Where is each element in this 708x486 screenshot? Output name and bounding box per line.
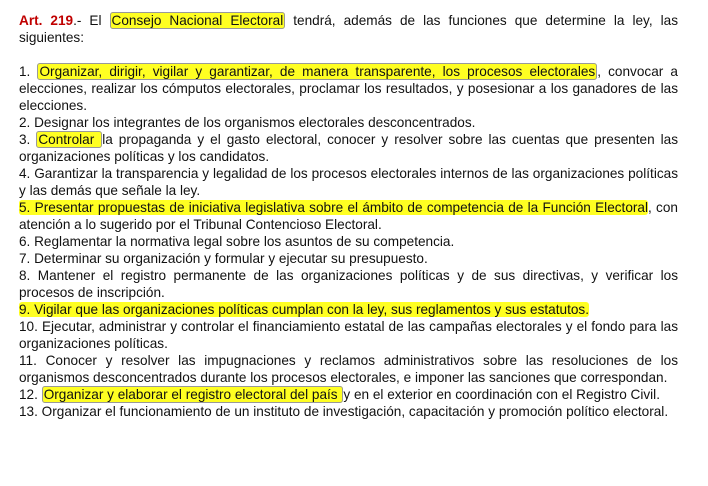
article-label: Art. 219 [19,13,74,28]
list-item-text: 2. Designar los integrantes de los organismos electorales desconcentrados. [19,115,476,130]
list-item-number: 1. [19,64,38,79]
list-item-highlight: Organizar, dirigir, vigilar y garantizar, de manera transparente, los procesos electorales [39,64,596,79]
list-item-text: y en el exterior en coordinación con el Registro Civil. [343,387,660,402]
list-item-6 [19,233,678,250]
list-item-10 [19,318,678,352]
list-item-text: 4. Garantizar la transparencia y legalidad de los procesos electorales internos de las organizaciones políticas y las demás que señale la ley. [19,166,678,198]
list-item-1 [19,63,678,114]
list-item-highlight: 5. Presentar propuestas de iniciativa legislativa sobre el ámbito de competencia de la Función Electoral [19,200,648,215]
list-item-4 [19,165,678,199]
list-item-text: 10. Ejecutar, administrar y controlar el financiamiento estatal de las campañas electorales y el fondo para las organizaciones políticas. [19,319,678,351]
list-item-text: , convocar a elecciones, realizar los cómputos electorales, proclamar los resultados, y posesionar a los ganadores de las elecciones. [19,64,678,113]
paragraph-gap [19,46,678,63]
list-item-5 [19,199,678,233]
list-item-text: 7. Determinar su organización y formular y ejecutar su presupuesto. [19,251,428,266]
article-intro-sep: .- El [73,13,110,28]
article-subject-highlight: Consejo Nacional Electoral [111,13,284,28]
list-item-12 [19,386,678,403]
list-item-2 [19,114,678,131]
list-item-text: 13. Organizar el funcionamiento de un instituto de investigación, capacitación y promoción político electoral. [19,404,669,419]
list-item-8 [19,267,678,301]
article-intro-rest: tendrá, además de las funciones que determine la ley, las siguientes: [19,13,678,45]
article-intro [19,12,678,46]
list-item-11 [19,352,678,386]
list-item-text: 6. Reglamentar la normativa legal sobre los asuntos de su competencia. [19,234,455,249]
list-item-number: 3. [19,132,37,147]
list-item-text: , con atención a lo sugerido por el Tribunal Contencioso Electoral. [19,200,678,232]
list-item-9 [19,301,678,318]
list-item-text: la propaganda y el gasto electoral, conocer y resolver sobre las cuentas que presenten las organizaciones políticas y los candidatos. [19,132,678,164]
list-item-text: 11. Conocer y resolver las impugnaciones y reclamos administrativos sobre las resoluciones de los organismos desconcentrados durante los procesos electorales, e imponer las sanciones que correspondan. [19,353,678,385]
list-item-highlight: Organizar y elaborar el registro electoral del país [43,387,342,402]
list-item-text: 8. Mantener el registro permanente de las organizaciones políticas y de sus directivas, y verificar los procesos de inscripción. [19,268,678,300]
list-item-number: 12. [19,387,42,402]
list-item-highlight: Controlar [38,132,101,147]
list-item-3 [19,131,678,165]
list-item-7 [19,250,678,267]
list-item-13 [19,403,678,420]
list-item-highlight: 9. Vigilar que las organizaciones políticas cumplan con la ley, sus reglamentos y sus estatutos. [19,302,589,317]
